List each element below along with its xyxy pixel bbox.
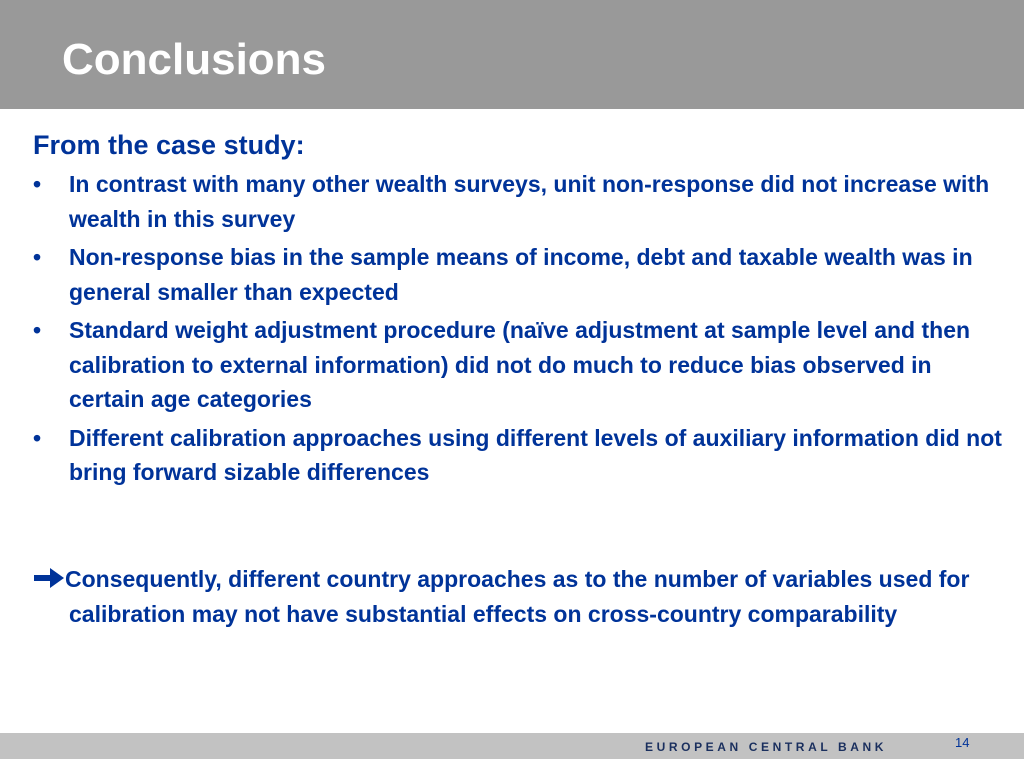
bullet-text: Different calibration approaches using different levels of auxiliary information did not bring forward sizable differences — [69, 424, 1002, 485]
slide-content — [33, 127, 1008, 494]
bullet-text: Standard weight adjustment procedure (naïve adjustment at sample level and then calibration to external information) did not do much to reduce bias observed in certain age categories — [69, 317, 971, 412]
conclusion-text: Consequently, different country approaches as to the number of variables used for calibration may not have substantial effects on cross-country comparability — [65, 566, 970, 627]
bullet-marker: • — [33, 424, 42, 451]
bullet-item — [33, 240, 1008, 309]
page-number: 14 — [955, 735, 970, 750]
bullet-text: Non-response bias in the sample means of income, debt and taxable wealth was in general smaller than expected — [69, 244, 973, 305]
bullet-marker: • — [33, 171, 42, 197]
bullet-list — [33, 167, 1008, 490]
bullet-item — [33, 421, 1008, 490]
bullet-item — [33, 167, 1008, 236]
conclusion-statement — [33, 562, 1009, 631]
bullet-text: In contrast with many other wealth surveys, unit non-response did not increase with wealth in this survey — [69, 171, 990, 232]
bullet-item — [33, 313, 1008, 417]
slide-title: Conclusions — [62, 35, 327, 84]
intro-heading: From the case study: — [33, 130, 305, 160]
footer-brand: EUROPEAN CENTRAL BANK — [645, 740, 888, 754]
right-arrow-icon — [33, 564, 65, 586]
bullet-marker: • — [33, 244, 42, 270]
bullet-marker: • — [33, 317, 42, 343]
